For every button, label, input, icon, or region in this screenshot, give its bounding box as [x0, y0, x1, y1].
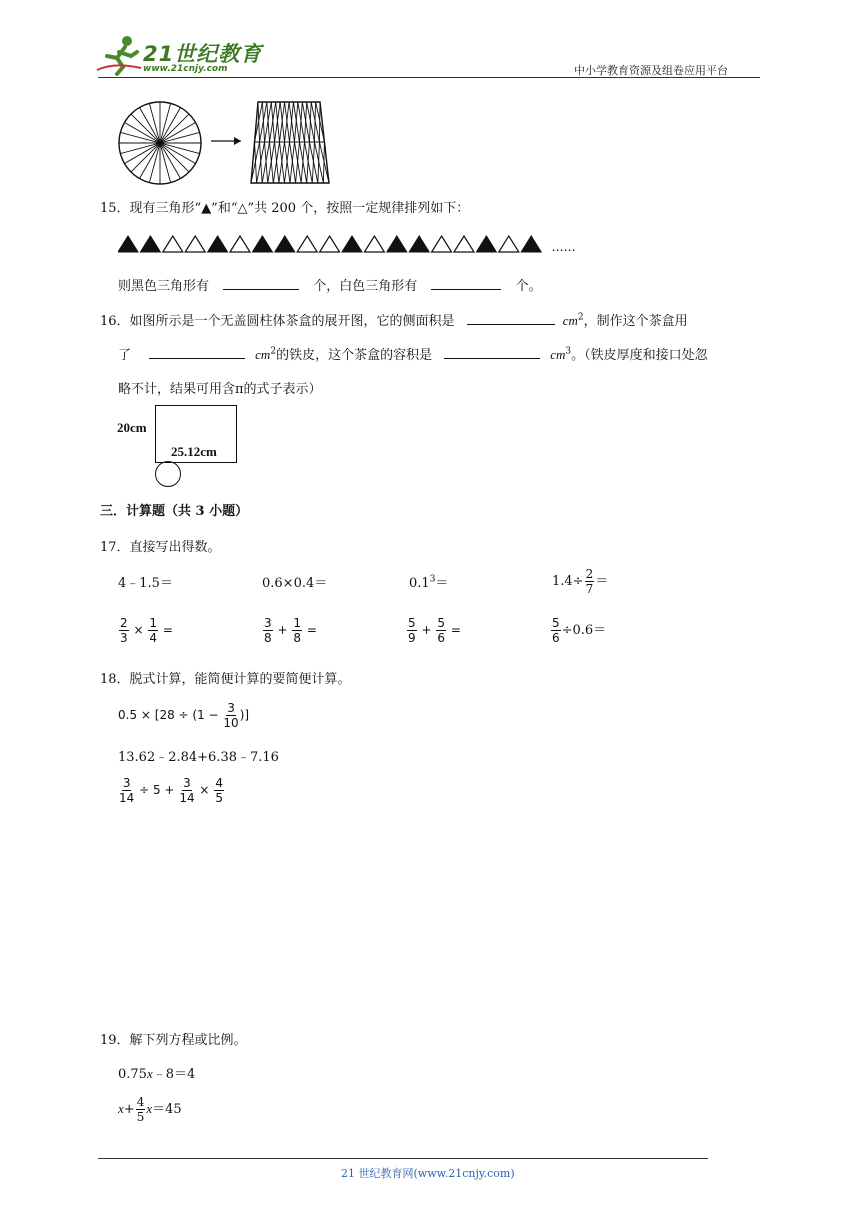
q15-white-count-blank[interactable] — [431, 278, 501, 290]
den: 10 — [223, 716, 239, 730]
black-triangle — [476, 236, 496, 252]
question-16-line-1 — [100, 310, 688, 329]
num: 4 — [136, 1095, 145, 1109]
question-17-stem: 17．直接写出得数。 — [100, 540, 221, 555]
q19-eq-1-rest: ﹣8＝4 — [152, 1067, 196, 1082]
white-triangle — [454, 236, 474, 252]
q17-item-3-base: 0.1 — [409, 576, 430, 591]
num: 2 — [585, 567, 594, 581]
eq: ＝ — [595, 574, 609, 589]
q17-item-7 — [406, 617, 461, 644]
q16-text-d: 的铁皮，这个茶盒的容积是 — [276, 348, 433, 363]
den: 5 — [136, 1110, 145, 1124]
den: 6 — [437, 631, 445, 645]
var-x: x — [146, 1066, 153, 1081]
num: 3 — [227, 701, 235, 715]
q17-item-6 — [262, 617, 317, 644]
den: 4 — [149, 631, 157, 645]
q18-expr-1 — [118, 702, 249, 729]
coef: 0.75 — [118, 1067, 147, 1082]
white-triangle — [499, 236, 519, 252]
q16-text-a: 16．如图所示是一个无盖圆柱体茶盒的展开图，它的侧面积是 — [100, 314, 455, 329]
den: 9 — [408, 631, 416, 645]
den: 8 — [293, 631, 301, 645]
header-logo — [95, 34, 265, 76]
num: 1 — [293, 616, 301, 630]
q17-item-3-exp: 3 — [429, 574, 436, 585]
base-circle — [155, 461, 181, 487]
q15-label-black: 则黑色三角形有 — [118, 279, 210, 294]
den: 7 — [585, 582, 594, 596]
den: 3 — [120, 631, 128, 645]
white-triangle — [320, 236, 340, 252]
question-15-answer-line — [118, 275, 542, 294]
question-19-stem: 19．解下列方程或比例。 — [100, 1033, 247, 1048]
den: 6 — [552, 631, 560, 645]
q16-text-c: 了 — [118, 348, 132, 363]
unit-cm: cm — [255, 347, 271, 362]
num: 5 — [437, 616, 445, 630]
q16-text-b: ，制作这个茶盒用 — [583, 314, 688, 329]
q18-expr-3 — [118, 777, 225, 804]
op: + — [421, 623, 432, 637]
triangle-pattern — [118, 235, 608, 253]
black-triangle — [409, 236, 429, 252]
q16-volume-blank[interactable] — [444, 347, 540, 359]
q17-item-1: 4﹣1.5＝ — [118, 576, 173, 591]
black-triangle — [342, 236, 362, 252]
question-16-line-3: 略不计，结果可用含π的式子表示） — [118, 382, 322, 397]
q16-lateral-area-blank[interactable] — [467, 313, 555, 325]
pattern-ellipsis: …… — [551, 240, 576, 253]
q19-equation-2 — [118, 1096, 182, 1123]
white-triangle — [230, 236, 250, 252]
black-triangle — [208, 236, 228, 252]
trapezoid-sector-line — [294, 102, 297, 142]
trapezoid-sector-line — [304, 102, 306, 142]
num: 1 — [149, 616, 157, 630]
unit-sq: 2 — [577, 312, 584, 323]
unit-cube: 3 — [565, 346, 572, 357]
black-triangle — [521, 236, 541, 252]
question-16-line-2 — [118, 344, 708, 363]
unit-cm: cm — [562, 313, 578, 328]
den: 14 — [119, 791, 135, 805]
eq: = — [162, 623, 173, 637]
trapezoid-sector-line — [260, 142, 263, 183]
q15-black-count-blank[interactable] — [223, 278, 299, 290]
question-18-stem: 18．脱式计算，能简便计算的要简便计算。 — [100, 672, 351, 687]
white-triangle — [364, 236, 384, 252]
eq: ＝ — [435, 576, 449, 591]
q17-item-3 — [409, 572, 448, 591]
num: 5 — [552, 616, 560, 630]
trapezoid-sector-line — [307, 142, 310, 183]
unit-sq: 2 — [270, 346, 277, 357]
op: + — [277, 623, 288, 637]
footer-divider — [98, 1158, 708, 1159]
num: 3 — [122, 776, 131, 790]
q16-iron-sheet-blank[interactable] — [149, 347, 245, 359]
trapezoid-sector-line — [271, 102, 274, 142]
num: 3 — [183, 776, 191, 790]
header-divider — [98, 77, 760, 78]
header-platform-text: 中小学教育资源及组卷应用平台 — [574, 64, 728, 77]
op: × — [133, 623, 144, 637]
num: 5 — [408, 616, 416, 630]
q17-item-2: 0.6×0.4＝ — [262, 576, 328, 591]
den: 5 — [215, 791, 223, 805]
unit-cm: cm — [550, 347, 566, 362]
white-triangle — [297, 236, 317, 252]
logo-url: www.21cnjy.com — [143, 64, 228, 74]
q19-eq-2-rest: ＝45 — [152, 1102, 182, 1117]
eq: = — [306, 623, 317, 637]
q18-expr-1-b: )] — [239, 708, 250, 722]
cylinder-net-figure — [117, 404, 239, 488]
white-triangle — [185, 236, 205, 252]
var-x: x — [146, 1101, 153, 1116]
black-triangle — [252, 236, 272, 252]
num: 4 — [215, 776, 223, 790]
q16-text-e: 。（铁皮厚度和接口处忽 — [571, 348, 708, 363]
var-x: x — [118, 1101, 124, 1116]
num: 2 — [120, 616, 128, 630]
op: × — [199, 783, 210, 797]
q18-expr-1-a: 0.5 × [28 ÷ (1 − — [118, 708, 219, 722]
black-triangle — [118, 236, 138, 252]
black-triangle — [275, 236, 295, 252]
question-15-stem: 15．现有三角形“▲”和“△”共 200 个，按照一定规律排列如下： — [100, 201, 470, 216]
footer-text: 21 世纪教育网(www.21cnjy.com) — [341, 1167, 515, 1180]
num: 3 — [264, 616, 272, 630]
q17-item-8-rest: ÷0.6＝ — [561, 623, 607, 638]
logo-title: 21世纪教育 — [143, 42, 263, 66]
op: ÷ 5 + — [139, 783, 175, 797]
q17-item-4 — [552, 568, 608, 595]
q19-equation-1 — [118, 1063, 195, 1082]
den: 14 — [179, 791, 195, 805]
width-label: 25.12cm — [171, 444, 217, 459]
q17-item-5 — [118, 617, 173, 644]
den: 8 — [264, 631, 272, 645]
eq: = — [450, 623, 461, 637]
black-triangle — [387, 236, 407, 252]
q17-item-8 — [550, 617, 606, 644]
runner-logo-icon — [95, 34, 143, 76]
white-triangle — [163, 236, 183, 252]
op: + — [123, 1102, 135, 1117]
q18-expr-2: 13.62﹣2.84+6.38﹣7.16 — [118, 750, 279, 765]
height-label: 20cm — [117, 420, 147, 435]
section-3-title: 三．计算题（共 3 小题） — [100, 504, 249, 519]
circle-to-trapezoid-figure — [117, 100, 333, 186]
trapezoid-sector-line — [270, 142, 274, 183]
q15-label-white: 个，白色三角形有 — [313, 279, 418, 294]
trapezoid-sector-line — [314, 102, 315, 142]
q15-label-end: 个。 — [515, 279, 542, 294]
q17-item-4-text: 1.4÷ — [552, 574, 584, 589]
trapezoid-sector-line — [296, 142, 300, 183]
black-triangle — [140, 236, 160, 252]
white-triangle — [432, 236, 452, 252]
